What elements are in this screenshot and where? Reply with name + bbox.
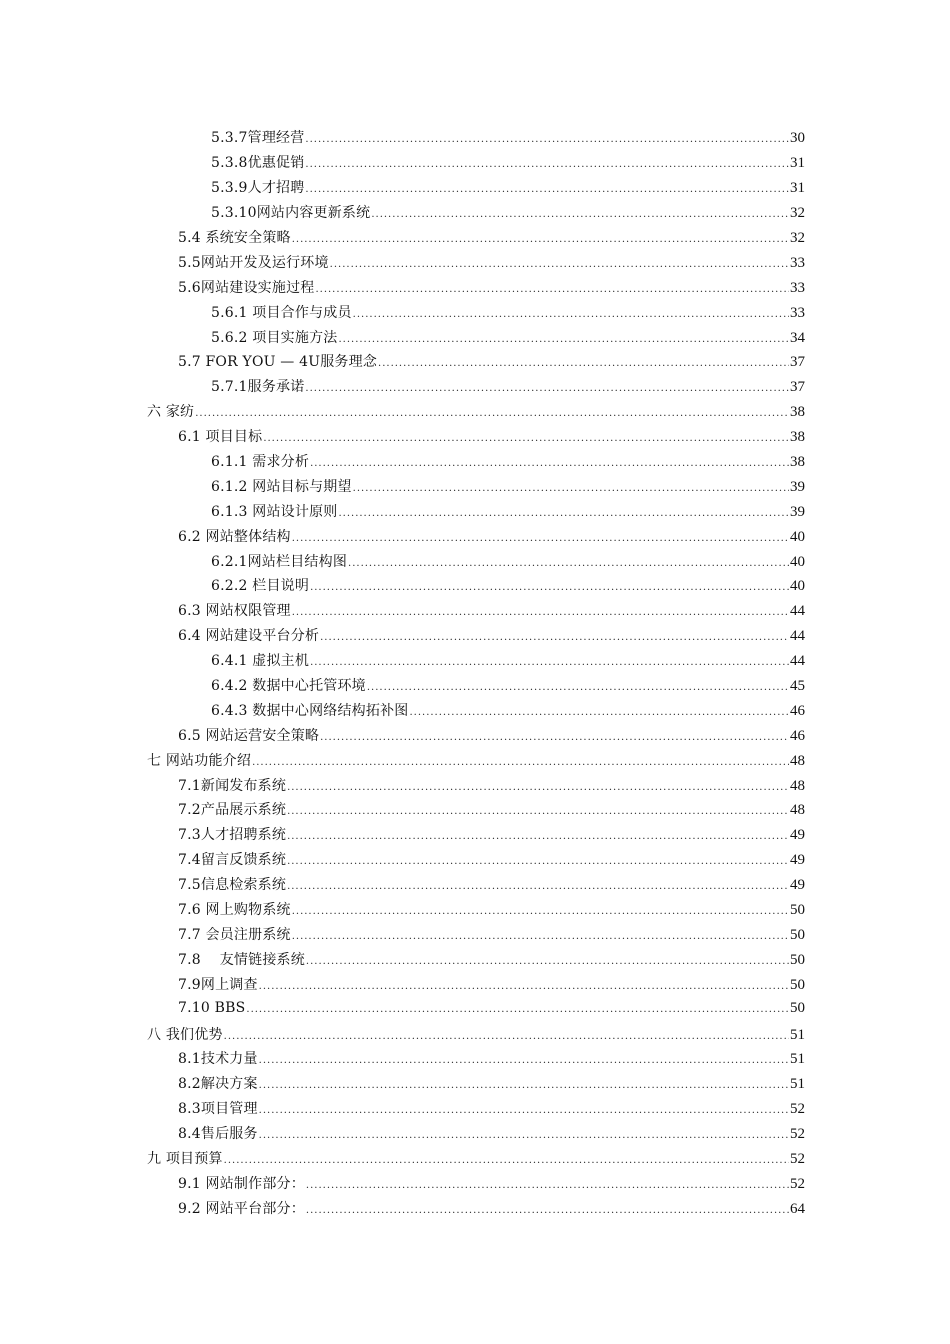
toc-entry-line xyxy=(211,650,950,670)
toc-entry-line xyxy=(178,277,950,297)
toc-entry[interactable] xyxy=(0,1021,950,1046)
toc-entry-line xyxy=(178,924,950,944)
toc-entry-page-number: 38 xyxy=(790,429,805,446)
toc-entry-page-number: 48 xyxy=(790,752,805,769)
toc-entry-label: 9.1 网站制作部分： xyxy=(178,1175,305,1192)
toc-entry[interactable] xyxy=(0,324,950,349)
toc-entry-page-number: 51 xyxy=(790,1026,805,1043)
toc-entry-label: 5.3.10网站内容更新系统 xyxy=(211,205,371,222)
toc-entry[interactable] xyxy=(0,424,950,449)
toc-entry-page-number: 49 xyxy=(790,827,805,844)
toc-entry[interactable] xyxy=(0,548,950,573)
toc-entry-line xyxy=(178,725,950,745)
toc-entry-label: 5.6网站建设实施过程 xyxy=(178,279,315,296)
toc-entry[interactable] xyxy=(0,573,950,598)
toc-dot-leader xyxy=(305,135,789,145)
toc-dot-leader xyxy=(287,882,789,892)
toc-entry[interactable] xyxy=(0,473,950,498)
toc-entry-line xyxy=(211,376,950,396)
toc-entry-label: 5.6.1 项目合作与成员 xyxy=(211,304,352,321)
toc-entry[interactable] xyxy=(0,1195,950,1220)
toc-dot-leader xyxy=(310,583,789,593)
toc-dot-leader xyxy=(338,335,789,345)
toc-entry[interactable] xyxy=(0,249,950,274)
toc-entry-line xyxy=(178,824,950,844)
toc-entry[interactable] xyxy=(0,946,950,971)
toc-entry-page-number: 38 xyxy=(790,454,805,471)
toc-entry-page-number: 31 xyxy=(790,155,805,172)
toc-entry-label: 6.2.2 栏目说明 xyxy=(211,578,310,595)
toc-entry-label: 5.3.9人才招聘 xyxy=(211,180,305,197)
toc-entry[interactable] xyxy=(0,897,950,922)
toc-entry-line xyxy=(211,177,950,197)
toc-entry-label: 7.4留言反馈系统 xyxy=(178,852,287,869)
toc-dot-leader xyxy=(306,1181,789,1191)
toc-entry[interactable] xyxy=(0,673,950,698)
toc-dot-leader xyxy=(378,359,789,369)
toc-dot-leader xyxy=(259,1056,789,1066)
toc-dot-leader xyxy=(252,758,789,768)
toc-entry-label: 7.2产品展示系统 xyxy=(178,802,287,819)
toc-entry-page-number: 50 xyxy=(790,1000,805,1017)
toc-entry[interactable] xyxy=(0,200,950,225)
toc-entry-label: 5.3.8优惠促销 xyxy=(211,155,305,172)
toc-entry-page-number: 52 xyxy=(790,1150,805,1167)
toc-entry-label: 6.1.2 网站目标与期望 xyxy=(211,478,352,495)
toc-dot-leader xyxy=(320,733,789,743)
toc-dot-leader xyxy=(371,210,789,220)
toc-entry[interactable] xyxy=(0,922,950,947)
toc-entry-line xyxy=(178,351,950,371)
toc-dot-leader xyxy=(292,907,789,917)
toc-entry-page-number: 44 xyxy=(790,628,805,645)
toc-entry[interactable] xyxy=(0,498,950,523)
toc-entry[interactable] xyxy=(0,175,950,200)
toc-dot-leader xyxy=(305,384,789,394)
toc-entry-line xyxy=(178,1073,950,1093)
toc-entry-line xyxy=(178,799,950,819)
toc-dot-leader xyxy=(195,409,789,419)
toc-entry-page-number: 49 xyxy=(790,852,805,869)
toc-entry[interactable] xyxy=(0,722,950,747)
toc-entry[interactable] xyxy=(0,772,950,797)
toc-entry-label: 6.3 网站权限管理 xyxy=(178,603,291,620)
toc-entry-label: 5.7.1服务承诺 xyxy=(211,379,305,396)
toc-entry[interactable] xyxy=(0,697,950,722)
toc-entry[interactable] xyxy=(0,1170,950,1195)
toc-entry-label: 7.3人才招聘系统 xyxy=(178,827,287,844)
toc-entry-page-number: 46 xyxy=(790,727,805,744)
toc-dot-leader xyxy=(306,957,789,967)
toc-entry-label: 5.4 系统安全策略 xyxy=(178,230,291,246)
toc-dot-leader xyxy=(292,534,789,544)
toc-entry-label: 8.4售后服务 xyxy=(178,1126,258,1143)
toc-entry-label: 7.1新闻发布系统 xyxy=(178,777,287,794)
toc-entry-page-number: 39 xyxy=(790,478,805,495)
toc-entry-page-number: 50 xyxy=(790,926,805,943)
toc-entry-page-number: 38 xyxy=(790,404,805,421)
toc-dot-leader xyxy=(348,559,789,569)
toc-entry[interactable] xyxy=(0,523,950,548)
toc-entry[interactable] xyxy=(0,1096,950,1121)
toc-entry[interactable] xyxy=(0,1071,950,1096)
toc-entry-line xyxy=(178,949,950,969)
toc-entry-label: 六 家纺 xyxy=(147,404,195,421)
toc-entry-line xyxy=(178,1000,950,1017)
toc-entry-line xyxy=(147,1024,950,1044)
toc-entry-page-number: 50 xyxy=(790,951,805,968)
toc-entry-line xyxy=(211,202,950,222)
toc-entry-page-number: 50 xyxy=(790,902,805,919)
toc-entry-label: 八 我们优势 xyxy=(147,1026,223,1043)
toc-entry-page-number: 39 xyxy=(790,503,805,520)
toc-entry-page-number: 31 xyxy=(790,180,805,197)
toc-entry-line xyxy=(178,1123,950,1143)
toc-entry-line xyxy=(211,476,950,496)
toc-entry-line xyxy=(211,575,950,595)
toc-dot-leader xyxy=(224,1156,789,1166)
toc-entry-line xyxy=(211,327,950,347)
toc-entry[interactable] xyxy=(0,1121,950,1146)
toc-entry-page-number: 33 xyxy=(790,254,805,271)
toc-dot-leader xyxy=(310,658,789,668)
toc-entry-label: 7.8 友情链接系统 xyxy=(178,951,305,968)
toc-entry[interactable] xyxy=(0,274,950,299)
toc-entry-line xyxy=(178,1198,950,1218)
toc-dot-leader xyxy=(287,832,789,842)
toc-entry-page-number: 51 xyxy=(790,1076,805,1093)
toc-entry-line xyxy=(178,252,950,272)
toc-entry[interactable] xyxy=(0,349,950,374)
toc-entry-label: 8.1技术力量 xyxy=(178,1051,258,1068)
toc-dot-leader xyxy=(292,932,789,942)
toc-entry[interactable] xyxy=(0,399,950,424)
toc-entry[interactable] xyxy=(0,374,950,399)
toc-entry-page-number: 51 xyxy=(790,1051,805,1068)
toc-dot-leader xyxy=(224,1032,789,1042)
toc-entry-page-number: 37 xyxy=(790,354,805,371)
toc-dot-leader xyxy=(305,185,789,195)
toc-entry-line xyxy=(147,1148,950,1168)
toc-entry-label: 8.2解决方案 xyxy=(178,1076,258,1093)
toc-entry-page-number: 40 xyxy=(790,578,805,595)
toc-entry[interactable] xyxy=(0,996,950,1021)
toc-entry-page-number: 52 xyxy=(790,1101,805,1118)
toc-entry-label: 6.2 网站整体结构 xyxy=(178,528,291,545)
toc-entry-line xyxy=(211,152,950,172)
toc-dot-leader xyxy=(338,509,789,519)
toc-entry[interactable] xyxy=(0,1146,950,1171)
toc-entry[interactable] xyxy=(0,150,950,175)
toc-entry-label: 5.3.7管理经营 xyxy=(211,130,305,147)
toc-dot-leader xyxy=(292,235,789,245)
toc-entry-label: 5.7 FOR YOU — 4U服务理念 xyxy=(178,354,378,371)
toc-dot-leader xyxy=(409,708,789,718)
toc-dot-leader xyxy=(263,434,789,444)
toc-entry-line xyxy=(178,775,950,795)
toc-entry-line xyxy=(211,302,950,322)
toc-entry-label: 7.5信息检索系统 xyxy=(178,877,287,894)
toc-dot-leader xyxy=(292,608,789,618)
toc-entry-line xyxy=(178,600,950,620)
toc-dot-leader xyxy=(330,260,789,270)
toc-entry-line xyxy=(178,849,950,869)
toc-entry-line xyxy=(178,899,950,919)
toc-entry-label: 5.5网站开发及运行环境 xyxy=(178,254,329,271)
toc-entry-line xyxy=(211,451,950,471)
toc-entry[interactable] xyxy=(0,623,950,648)
toc-dot-leader xyxy=(287,807,789,817)
toc-entry-label: 6.4 网站建设平台分析 xyxy=(178,628,320,645)
toc-entry-line xyxy=(178,1173,950,1193)
toc-entry-page-number: 34 xyxy=(790,329,805,346)
toc-entry[interactable] xyxy=(0,822,950,847)
toc-entry[interactable] xyxy=(0,225,950,250)
toc-entry-label: 6.4.1 虚拟主机 xyxy=(211,653,310,670)
toc-entry-line xyxy=(211,551,950,571)
toc-dot-leader xyxy=(246,1005,789,1015)
toc-entry[interactable] xyxy=(0,299,950,324)
toc-dot-leader xyxy=(259,1081,789,1091)
toc-entry[interactable] xyxy=(0,872,950,897)
toc-entry-label: 6.4.3 数据中心网络结构拓补图 xyxy=(211,702,409,719)
toc-entry-page-number: 46 xyxy=(790,702,805,719)
toc-entry-line xyxy=(178,227,950,247)
toc-dot-leader xyxy=(287,783,789,793)
toc-entry-label: 7.9网上调查 xyxy=(178,976,258,993)
toc-entry-page-number: 33 xyxy=(790,279,805,296)
toc-entry-line xyxy=(178,625,950,645)
toc-entry-line xyxy=(147,401,950,421)
toc-entry[interactable] xyxy=(0,449,950,474)
toc-dot-leader xyxy=(306,1206,789,1216)
toc-entry-label: 9.2 网站平台部分： xyxy=(178,1200,305,1217)
toc-entry[interactable] xyxy=(0,125,950,150)
toc-entry-label: 七 网站功能介绍 xyxy=(147,752,252,769)
toc-dot-leader xyxy=(259,982,789,992)
toc-entry-page-number: 45 xyxy=(790,678,805,695)
toc-entry-label: 6.1.3 网站设计原则 xyxy=(211,503,338,520)
toc-entry-page-number: 33 xyxy=(790,304,805,321)
toc-entry-label: 6.1.1 需求分析 xyxy=(211,454,310,471)
toc-entry[interactable] xyxy=(0,797,950,822)
toc-entry-line xyxy=(211,700,950,720)
toc-entry-line xyxy=(178,874,950,894)
toc-entry-page-number: 40 xyxy=(790,553,805,570)
toc-dot-leader xyxy=(367,683,789,693)
toc-entry-label: 6.5 网站运营安全策略 xyxy=(178,727,320,744)
toc-entry-page-number: 49 xyxy=(790,877,805,894)
toc-dot-leader xyxy=(305,160,789,170)
toc-entry-page-number: 50 xyxy=(790,976,805,993)
toc-entry-page-number: 32 xyxy=(790,205,805,222)
toc-entry[interactable] xyxy=(0,598,950,623)
toc-entry-page-number: 40 xyxy=(790,528,805,545)
toc-dot-leader xyxy=(320,633,789,643)
toc-entry-page-number: 30 xyxy=(790,130,805,147)
toc-entry-page-number: 32 xyxy=(790,230,805,246)
toc-dot-leader xyxy=(353,310,789,320)
toc-dot-leader xyxy=(315,285,789,295)
toc-entry-line xyxy=(178,526,950,546)
toc-entry-page-number: 37 xyxy=(790,379,805,396)
toc-entry-label: 6.4.2 数据中心托管环境 xyxy=(211,678,366,695)
toc-entry-line xyxy=(211,501,950,521)
toc-entry-label: 6.1 项目目标 xyxy=(178,429,263,446)
toc-entry-line xyxy=(178,1048,950,1068)
toc-entry[interactable] xyxy=(0,747,950,772)
toc-dot-leader xyxy=(353,484,789,494)
toc-entry-page-number: 52 xyxy=(790,1126,805,1143)
toc-dot-leader xyxy=(287,857,789,867)
toc-entry-line xyxy=(147,750,950,770)
toc-entry-label: 5.6.2 项目实施方法 xyxy=(211,329,338,346)
toc-entry[interactable] xyxy=(0,971,950,996)
toc-entry-page-number: 44 xyxy=(790,653,805,670)
toc-entry-page-number: 48 xyxy=(790,802,805,819)
toc-entry-line xyxy=(211,127,950,147)
toc-entry-page-number: 64 xyxy=(790,1200,805,1217)
toc-entry-label: 8.3项目管理 xyxy=(178,1101,258,1118)
toc-entry-line xyxy=(178,974,950,994)
toc-entry-label: 九 项目预算 xyxy=(147,1150,223,1167)
toc-entry-label: 7.7 会员注册系统 xyxy=(178,926,291,943)
toc-entry[interactable] xyxy=(0,648,950,673)
toc-dot-leader xyxy=(259,1131,789,1141)
toc-entry-label: 7.6 网上购物系统 xyxy=(178,902,291,919)
toc-dot-leader xyxy=(310,459,789,469)
toc-entry-label: 7.10 BBS xyxy=(178,1000,246,1017)
toc-entry-line xyxy=(178,426,950,446)
table-of-contents xyxy=(0,125,950,1220)
toc-entry[interactable] xyxy=(0,847,950,872)
toc-entry-line xyxy=(178,1098,950,1118)
toc-entry-label: 6.2.1网站栏目结构图 xyxy=(211,553,348,570)
toc-dot-leader xyxy=(259,1106,789,1116)
toc-entry-page-number: 44 xyxy=(790,603,805,620)
toc-entry-page-number: 52 xyxy=(790,1175,805,1192)
toc-entry[interactable] xyxy=(0,1046,950,1071)
toc-entry-line xyxy=(211,675,950,695)
toc-entry-page-number: 48 xyxy=(790,777,805,794)
